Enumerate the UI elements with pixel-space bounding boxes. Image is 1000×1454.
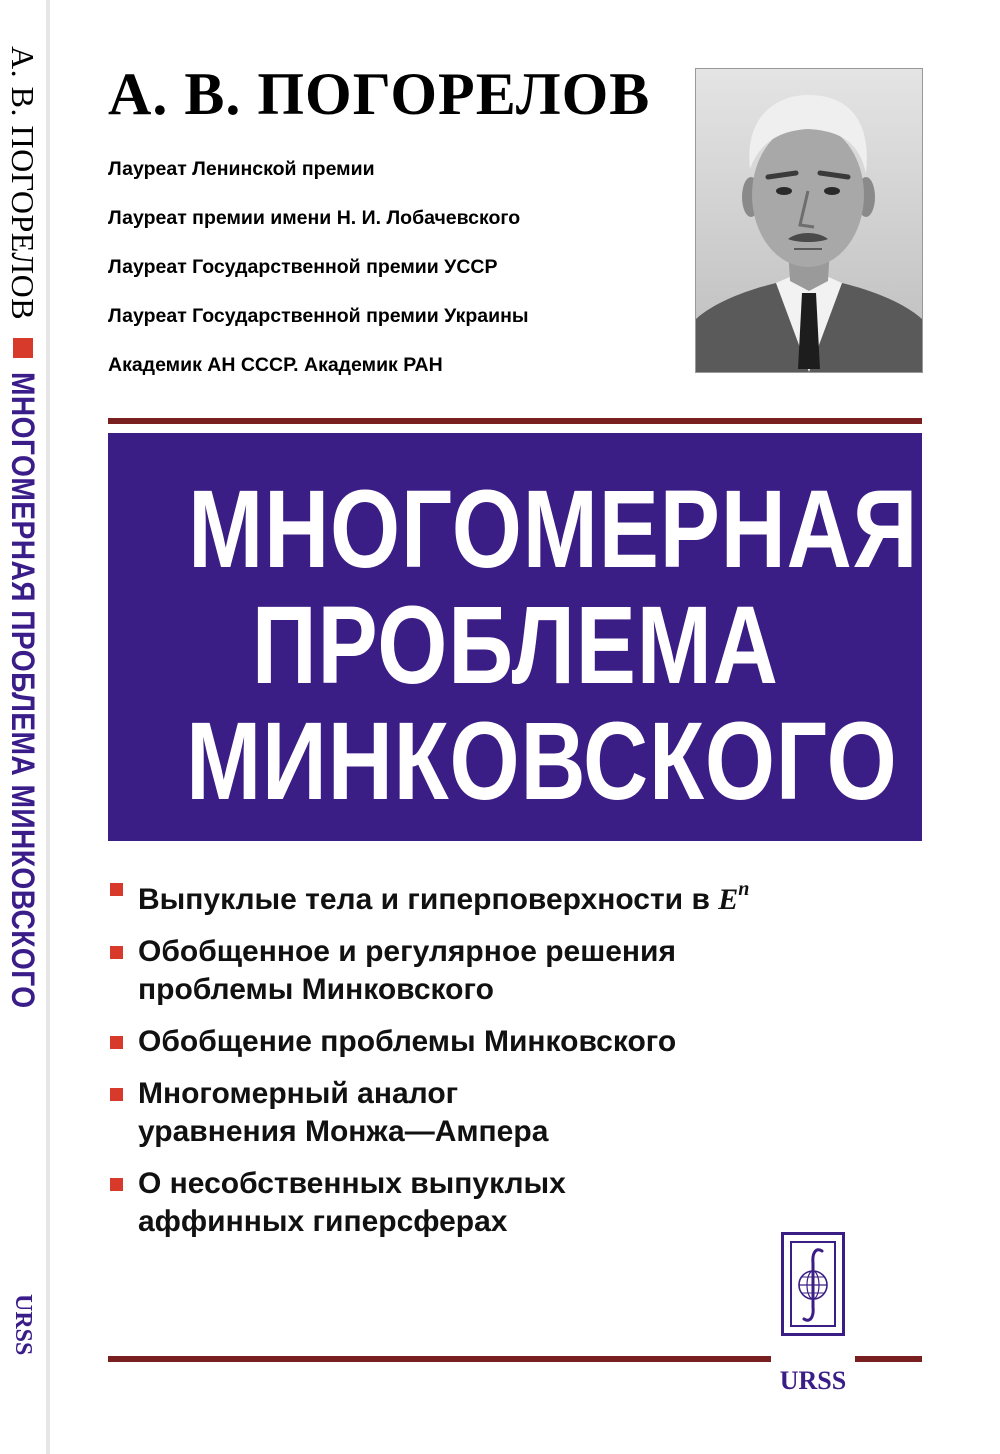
urss-globe-integral-icon [792, 1243, 834, 1325]
contents-item [108, 933, 758, 1009]
bullet-square-icon [110, 1088, 123, 1101]
spine-author: А. В. ПОГОРЕЛОВ [5, 46, 42, 321]
publisher-label: URSS [779, 1366, 847, 1395]
logo-frame [781, 1232, 845, 1336]
contents-list [108, 870, 758, 1255]
author-honors [108, 154, 529, 399]
logo-inner-frame [790, 1241, 836, 1327]
contents-line: Многомерный аналог [138, 1077, 459, 1110]
honor-item: Лауреат Ленинской премии [108, 158, 375, 180]
spine-publisher: URSS [10, 1294, 37, 1356]
book-title-line [108, 586, 922, 706]
book-title-text: МИНКОВСКОГО [186, 700, 898, 823]
honor-item: Лауреат Государственной премии УССР [108, 256, 498, 278]
honor-item: Лауреат Государственной премии Украины [108, 305, 529, 327]
spine-text-row [0, 46, 46, 1426]
honor-item: Лауреат премии имени Н. И. Лобачевского [108, 207, 521, 229]
math-symbol [718, 878, 750, 916]
book-spine [0, 0, 50, 1454]
math-superscript: n [738, 878, 750, 900]
book-title-text: МНОГОМЕРНАЯ [188, 468, 919, 591]
bullet-square-icon [110, 883, 123, 896]
contents-line: Обобщение проблемы Минковского [138, 1025, 677, 1058]
author-photo [695, 68, 923, 373]
contents-line: уравнения Монжа—Ампера [138, 1115, 549, 1148]
contents-line: О несобственных выпуклых [138, 1167, 566, 1200]
contents-line: Выпуклые тела и гиперповерхности в [138, 883, 710, 916]
bullet-square-icon [110, 1036, 123, 1049]
author-portrait-icon [696, 69, 922, 372]
honor-item: Академик АН СССР. Академик РАН [108, 354, 443, 376]
contents-line: Обобщенное и регулярное решения [138, 935, 676, 968]
contents-line: проблемы Минковского [138, 973, 494, 1006]
contents-line-wrap [138, 870, 758, 919]
bullet-square-icon [110, 1178, 123, 1191]
book-title-line [108, 702, 922, 822]
spine-title: МНОГОМЕРНАЯ ПРОБЛЕМА МИНКОВСКОГО [5, 372, 42, 1009]
author-name: А. В. ПОГОРЕЛОВ [108, 61, 651, 127]
contents-item [108, 1023, 758, 1061]
contents-item [108, 870, 758, 919]
book-title-line [108, 470, 922, 590]
spine-divider [46, 0, 50, 1454]
bullet-square-icon [110, 946, 123, 959]
contents-item [108, 1075, 758, 1151]
contents-item [108, 1165, 758, 1241]
spine-square-icon [13, 338, 33, 358]
contents-line: аффинных гиперсферах [138, 1205, 508, 1238]
top-rule [108, 418, 922, 424]
book-title-text: ПРОБЛЕМА [251, 584, 779, 707]
math-base: E [718, 883, 739, 916]
